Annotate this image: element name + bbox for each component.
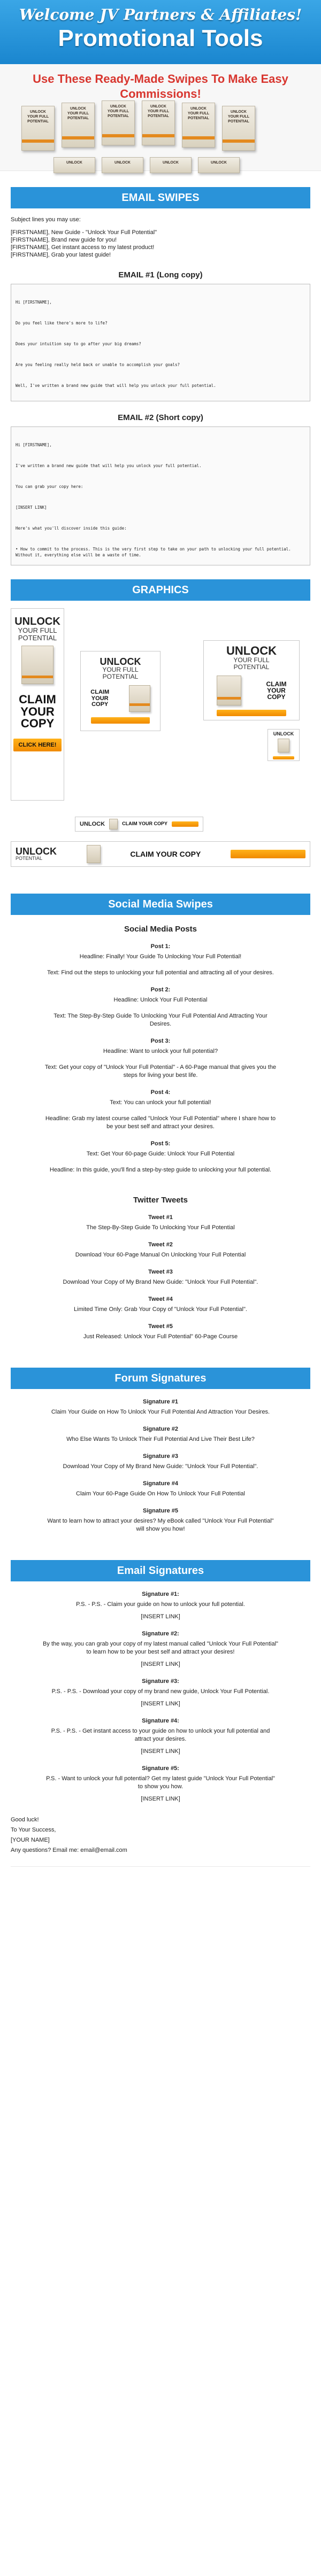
banner-button[interactable] <box>91 717 150 724</box>
small-square-banner[interactable]: UNLOCK <box>268 729 300 761</box>
book-cover: UNLOCK YOUR FULL POTENTIAL <box>62 103 95 148</box>
tweet-block: Tweet #1 The Step-By-Step Guide To Unlocking Your Full Potential <box>86 1214 235 1231</box>
email-signature: Signature #3: P.S. - P.S. - Download your copy of my brand new guide, Unlock Your Full Potential. [INSERT LINK] <box>51 1678 270 1707</box>
social-posts-title: Social Media Posts <box>124 925 197 934</box>
email1-textarea[interactable]: Hi [FIRSTNAME], Do you feel like there's more to life? Does your intuition say to go after your big dreams? Are you feeling really held back or unable to accomplish your goals? Well, I've written a brand new guide that will help you unlock your full potential. <box>11 284 310 401</box>
email-signature: Signature #5: P.S. - Want to unlock your full potential? Get my latest guide "Unlock Your Full Potential" to show you how. [INSERT LINK] <box>46 1765 275 1802</box>
section-bar-email-swipes: EMAIL SWIPES <box>11 187 310 208</box>
book-image <box>87 845 101 863</box>
welcome-heading: Welcome JV Partners & Affiliates! <box>19 6 302 24</box>
book-cover: UNLOCK YOUR FULL POTENTIAL <box>222 106 255 151</box>
book-flat: UNLOCK <box>198 157 240 173</box>
rectangle-banner[interactable]: UNLOCK YOUR FULL POTENTIAL CLAIM YOUR COPY <box>203 640 300 720</box>
book-cover: UNLOCK YOUR FULL POTENTIAL <box>142 100 175 145</box>
banner-button[interactable] <box>231 850 305 858</box>
footer-signoff: To Your Success, <box>11 1827 56 1833</box>
divider <box>11 1866 310 1867</box>
tweet-block: Tweet #4 Limited Time Only: Grab Your Copy of "Unlock Your Full Potential". <box>74 1296 247 1313</box>
page-title: Promotional Tools <box>58 25 263 51</box>
subject-line: [FIRSTNAME], Brand new guide for you! <box>11 237 117 243</box>
tweets-title: Twitter Tweets <box>133 1196 188 1205</box>
forum-signature: Signature #3 Download Your Copy of My Brand New Guide: "Unlock Your Full Potential". <box>63 1453 258 1470</box>
book-cover: UNLOCK YOUR FULL POTENTIAL <box>21 106 55 151</box>
hero-banner <box>0 0 321 64</box>
banner-button[interactable] <box>217 710 286 716</box>
email2-title: EMAIL #2 (Short copy) <box>118 413 203 422</box>
email2-textarea[interactable]: Hi [FIRSTNAME], I've written a brand new guide that will help you unlock your full potential. You can grab your copy here: [INSERT LINK] Here's what you'll discover inside this guide: • How to commit to the process. This is the very first step to take on your path to unlocking your full potential. Without it, everything else will be a waste of time. <box>11 426 310 565</box>
footer-name: [YOUR NAME] <box>11 1837 50 1843</box>
book-cover: UNLOCK YOUR FULL POTENTIAL <box>102 100 135 145</box>
forum-signature: Signature #4 Claim Your 60-Page Guide On How To Unlock Your Full Potential <box>76 1480 245 1497</box>
book-image <box>217 676 241 705</box>
book-flat: UNLOCK <box>102 157 143 173</box>
subject-line: [FIRSTNAME], Grab your latest guide! <box>11 252 111 258</box>
book-cover: UNLOCK YOUR FULL POTENTIAL <box>182 103 215 148</box>
book-flat: UNLOCK <box>54 157 95 173</box>
banner-button[interactable] <box>273 756 294 759</box>
square-banner[interactable]: UNLOCK YOUR FULL POTENTIAL CLAIM YOUR COPY <box>80 651 160 731</box>
subject-list <box>11 229 310 259</box>
leaderboard-large[interactable]: UNLOCK POTENTIAL CLAIM YOUR COPY <box>11 841 310 867</box>
email-signature: Signature #4: P.S. - P.S. - Get instant access to your guide on how to unlock your full potential and attract your desires. [INSERT LINK] <box>51 1718 270 1755</box>
email-swipes-section <box>0 187 321 565</box>
post-block: Post 2: Headline: Unlock Your Full Potential Text: The Step-By-Step Guide To Unlocking Your Full Potential And Attracting Your Desires. <box>54 987 268 1027</box>
skyscraper-banner[interactable]: UNLOCK YOUR FULL POTENTIAL CLAIM YOUR COPY CLICK HERE! <box>11 608 64 801</box>
post-block: Post 4: Text: You can unlock your full potential! Headline: Grab my latest course called "Unlock Your Full Potential" where I share how to be your best self and attract your desires. <box>45 1089 276 1130</box>
tweet-block: Tweet #2 Download Your 60-Page Manual On Unlocking Your Full Potential <box>75 1242 246 1258</box>
book-image <box>129 685 150 712</box>
banner-grid <box>11 608 310 811</box>
email1-title: EMAIL #1 (Long copy) <box>118 270 203 280</box>
footer-good-luck: Good luck! <box>11 1817 39 1823</box>
post-block: Post 5: Text: Get Your 60-page Guide: Unlock Your Full Potential Headline: In this guide, you'll find a step-by-step guide to unlocking your full potential. <box>49 1140 272 1173</box>
forum-signature: Signature #1 Claim Your Guide on How To Unlock Your Full Potential And Attraction Your Desires. <box>51 1399 270 1415</box>
section-bar-social: Social Media Swipes <box>11 894 310 915</box>
subject-line: [FIRSTNAME], Get instant access to my latest product! <box>11 244 155 251</box>
hero <box>0 0 321 171</box>
forum-section <box>0 1368 321 1533</box>
footer-contact: Any questions? Email me: email@email.com <box>11 1847 127 1853</box>
footer <box>11 1816 310 1855</box>
post-block: Post 3: Headline: Want to unlock your full potential? Text: Get your copy of "Unlock Your Full Potential" - A 60-Page manual that gives you the steps for living your best life. <box>44 1038 277 1078</box>
social-section <box>0 894 321 1341</box>
post-block: Post 1: Headline: Finally! Your Guide To Unlocking Your Full Potential! Text: Find out the steps to unlocking your full potential and attracting all of your desires. <box>47 943 274 976</box>
tagline: Use These Ready-Made Swipes To Make Easy Commissions! <box>33 72 288 100</box>
tweet-block: Tweet #5 Just Released: Unlock Your Full Potential" 60-Page Course <box>83 1323 238 1340</box>
subject-line: [FIRSTNAME], New Guide - "Unlock Your Full Potential" <box>11 229 157 236</box>
book-flat: UNLOCK <box>150 157 192 173</box>
book-bundle-image <box>21 106 300 175</box>
forum-signature: Signature #2 Who Else Wants To Unlock Their Full Potential And Live Their Best Life? <box>66 1426 255 1442</box>
banner-button[interactable] <box>172 821 198 827</box>
section-bar-forum: Forum Signatures <box>11 1368 310 1389</box>
subject-intro: Subject lines you may use: <box>11 216 81 223</box>
email-signatures-section <box>0 1560 321 1867</box>
book-image <box>21 646 54 684</box>
click-here-button[interactable]: CLICK HERE! <box>13 739 62 751</box>
book-image <box>278 739 289 752</box>
email-signature: Signature #2: By the way, you can grab your copy of my latest manual called "Unlock Your Full Potential" to learn how to be your best self and attract your desires! [INSERT LINK] <box>43 1631 278 1667</box>
graphics-section <box>0 579 321 867</box>
tweet-block: Tweet #3 Download Your Copy of My Brand New Guide: "Unlock Your Full Potential". <box>63 1269 258 1285</box>
forum-signature: Signature #5 Want to learn how to attract your desires? My eBook called "Unlock Your Full Potential" will show you how! <box>47 1508 274 1532</box>
leaderboard-small[interactable]: UNLOCK CLAIM YOUR COPY <box>75 817 203 832</box>
section-bar-email-signatures: Email Signatures <box>11 1560 310 1581</box>
email-signature: Signature #1: P.S. - P.S. - Claim your guide on how to unlock your full potential. [INSERT LINK] <box>76 1591 245 1620</box>
book-image <box>109 819 118 829</box>
section-bar-graphics: GRAPHICS <box>11 579 310 601</box>
